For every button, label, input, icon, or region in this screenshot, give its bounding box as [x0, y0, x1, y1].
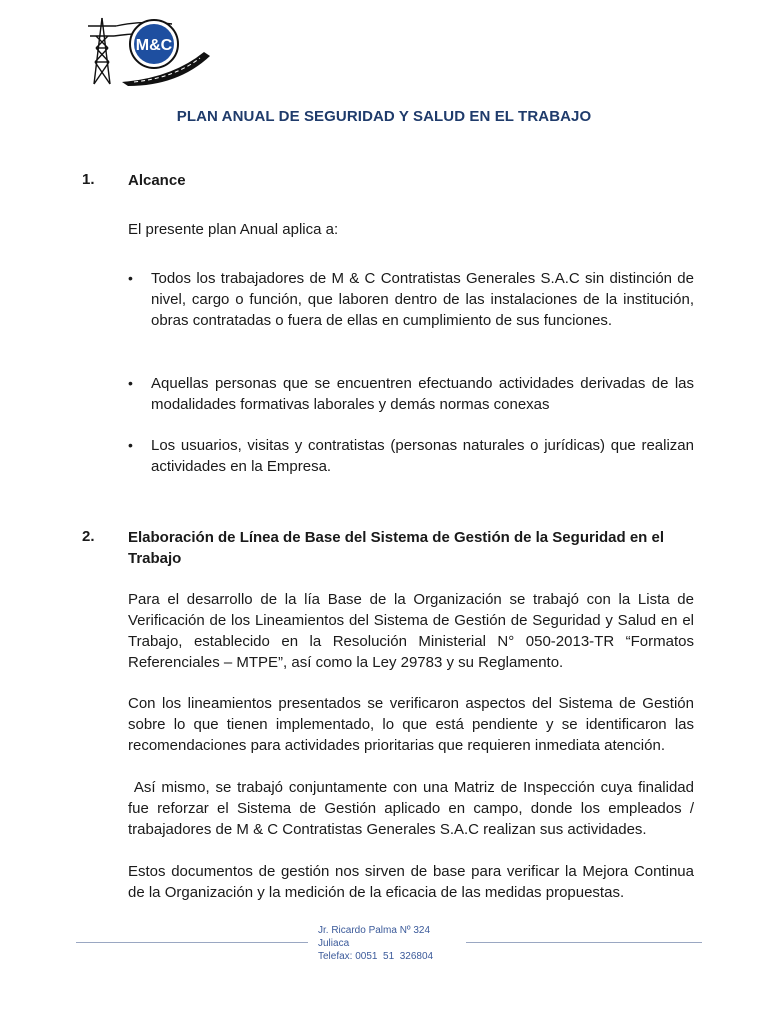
- company-logo: [82, 12, 214, 86]
- bullet-icon: •: [128, 437, 133, 453]
- section-2-paragraph: Estos documentos de gestión nos sirven de base para verificar la Mejora Continua de la Organización y la medición de la eficacia de las medidas propuestas.: [128, 863, 694, 901]
- section-1-number: 1.: [82, 171, 95, 188]
- mc-emblem: [130, 20, 178, 68]
- bullet-text: Todos los trabajadores de M & C Contratistas Generales S.A.C sin distinción de nivel, cargo o función, que laboren dentro de las instalaciones de la institución, obras contratadas o fuera de ellas en cumplimiento de sus funciones.: [151, 270, 694, 329]
- list-item: [128, 373, 694, 415]
- section-2-title: Elaboración de Línea de Base del Sistema de Gestión de la Seguridad en el Trabajo: [128, 529, 665, 567]
- section-1-intro: El presente plan Anual aplica a:: [128, 221, 339, 238]
- section-1-title: Alcance: [128, 172, 186, 189]
- bullet-icon: •: [128, 270, 133, 286]
- footer-contact: [318, 924, 433, 963]
- list-item: [128, 268, 694, 331]
- footer-phone: Telefax: 0051 51 326804: [318, 951, 434, 962]
- footer-divider-right: [466, 942, 702, 943]
- footer-address: Jr. Ricardo Palma Nº 324: [318, 925, 431, 936]
- bullet-icon: •: [128, 375, 133, 391]
- section-2-paragraph: Para el desarrollo de la lía Base de la Organización se trabajó con la Lista de Verificación de los Lineamientos del Sistema de Gestión de Seguridad y Salud en el Trabajo, establecido en la Resolución Ministerial N° 050-2013-TR “Formatos Referenciales – MTPE”, así como la Ley 29783 y su Reglamento.: [128, 591, 694, 671]
- logo-text: M&C: [135, 37, 173, 54]
- footer-divider-left: [76, 942, 308, 943]
- document-title: PLAN ANUAL DE SEGURIDAD Y SALUD EN EL TRABAJO: [176, 108, 592, 125]
- list-item: [128, 435, 694, 477]
- bullet-text: Aquellas personas que se encuentren efectuando actividades derivadas de las modalidades formativas laborales y demás normas conexas: [151, 375, 694, 413]
- bullet-text: Los usuarios, visitas y contratistas (personas naturales o jurídicas) que realizan actividades en la Empresa.: [151, 437, 694, 475]
- footer-city: Juliaca: [318, 938, 350, 949]
- section-2-number: 2.: [82, 528, 95, 545]
- section-2-paragraph: Así mismo, se trabajó conjuntamente con una Matriz de Inspección cuya finalidad fue reforzar el Sistema de Gestión aplicado en campo, donde los empleados / trabajadores de M & C Contratistas Generales S.A.C realizan sus actividades.: [128, 779, 699, 838]
- section-2-paragraph: Con los lineamientos presentados se verificaron aspectos del Sistema de Gestión sobre lo que tienen implementado, lo que está pendiente y se identificaron las recomendaciones para actividades prioritarias que requieren inmediata atención.: [128, 695, 694, 754]
